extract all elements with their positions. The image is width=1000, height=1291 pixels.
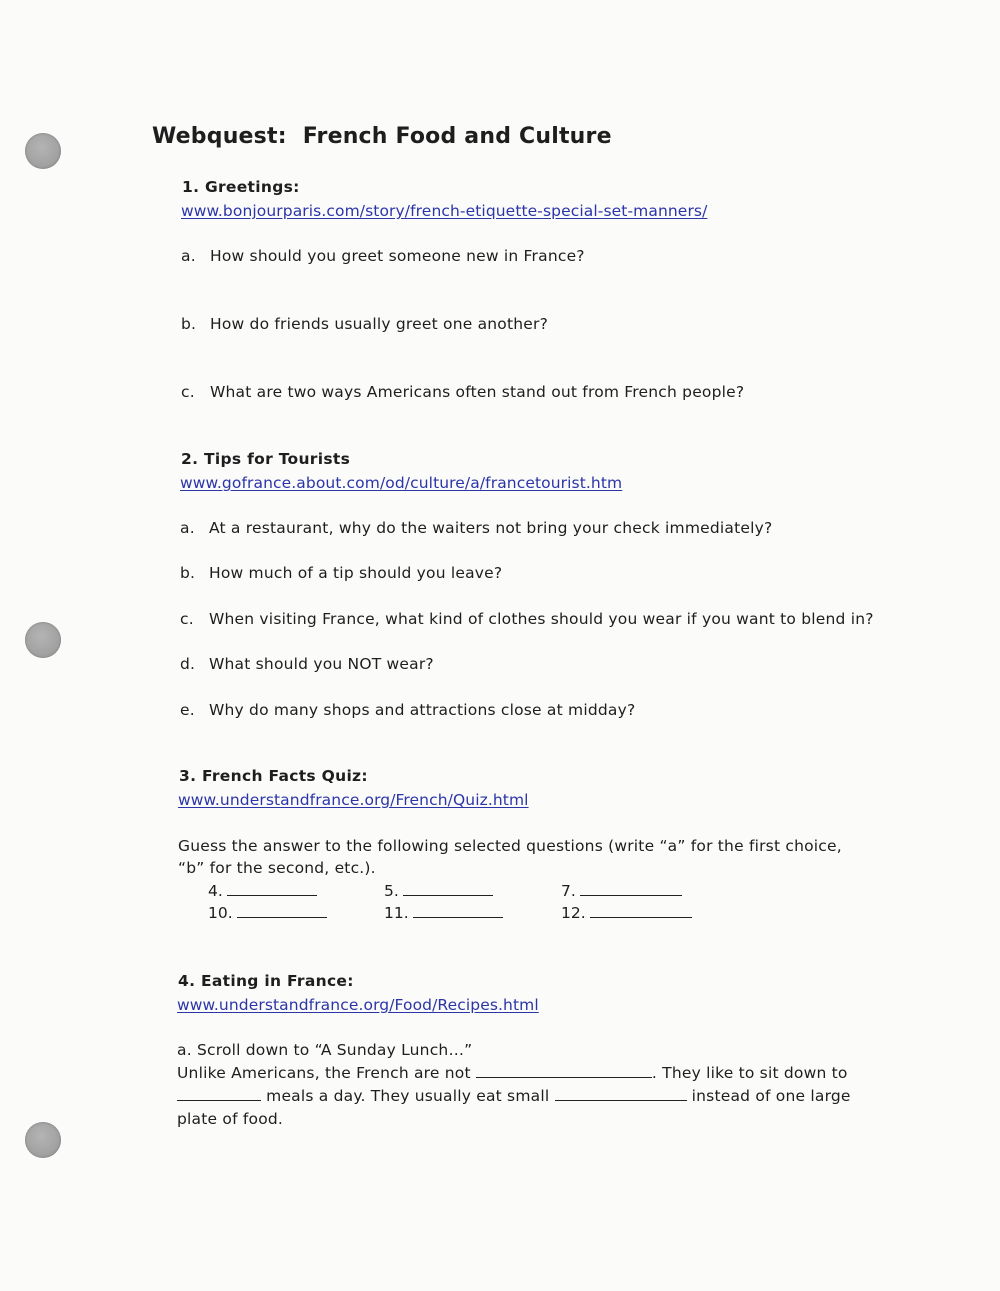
- fill-in-line-2: [177, 1085, 857, 1107]
- section-1-question-c: [181, 383, 744, 401]
- question-text: Why do many shops and attractions close at midday?: [209, 701, 636, 719]
- section-4-link[interactable]: www.understandfrance.org/Food/Recipes.html: [177, 996, 539, 1014]
- quiz-blank[interactable]: [227, 881, 317, 896]
- fill-blank-2[interactable]: [177, 1086, 261, 1101]
- question-text: At a restaurant, why do the waiters not bring your check immediately?: [209, 519, 773, 537]
- quiz-answer-10: [208, 903, 327, 922]
- section-4-heading: 4. Eating in France:: [178, 972, 354, 990]
- quiz-number: 4.: [208, 882, 223, 900]
- question-letter: a.: [181, 247, 196, 265]
- question-letter: a.: [180, 519, 195, 537]
- fill-text: Unlike Americans, the French are not: [177, 1064, 471, 1082]
- fill-blank-1[interactable]: [476, 1063, 652, 1078]
- title-topic: French Food and Culture: [302, 124, 612, 149]
- question-letter: e.: [180, 701, 195, 719]
- section-1-question-b: [181, 315, 548, 333]
- scroll-instruction: a. Scroll down to “A Sunday Lunch…”: [177, 1041, 473, 1059]
- question-letter: b.: [180, 564, 196, 582]
- question-text: How much of a tip should you leave?: [209, 564, 503, 582]
- binder-hole-middle: [25, 622, 61, 658]
- page-title: [152, 124, 612, 149]
- quiz-instructions: Guess the answer to the following selected questions (write “a” for the first choice, “b” for the second, etc.).: [178, 837, 842, 877]
- quiz-answer-11: [384, 903, 503, 922]
- section-2-question-a: [180, 519, 772, 537]
- quiz-answer-7: [561, 881, 682, 900]
- quiz-blank[interactable]: [237, 903, 327, 918]
- binder-hole-top: [25, 133, 61, 169]
- quiz-number: 7.: [561, 882, 576, 900]
- quiz-answer-4: [208, 881, 317, 900]
- question-text: How do friends usually greet one another?: [210, 315, 549, 333]
- section-2-question-c: [180, 610, 874, 628]
- fill-in-line-3: plate of food.: [177, 1110, 284, 1128]
- quiz-number: 12.: [561, 904, 586, 922]
- quiz-number: 11.: [384, 904, 409, 922]
- quiz-blank[interactable]: [590, 903, 692, 918]
- section-3-heading: 3. French Facts Quiz:: [179, 767, 368, 785]
- section-1-question-a: [181, 247, 585, 265]
- section-3-link[interactable]: www.understandfrance.org/French/Quiz.html: [178, 791, 529, 809]
- section-1-heading: 1. Greetings:: [182, 178, 300, 196]
- title-label: Webquest:: [152, 124, 287, 149]
- quiz-number: 5.: [384, 882, 399, 900]
- question-letter: b.: [181, 315, 197, 333]
- fill-text: . They like to sit down to: [651, 1064, 848, 1082]
- section-2-question-e: [180, 701, 635, 719]
- section-2-link[interactable]: www.gofrance.about.com/od/culture/a/francetourist.htm: [180, 474, 623, 492]
- quiz-number: 10.: [208, 904, 233, 922]
- question-text: When visiting France, what kind of clothes should you wear if you want to blend in?: [209, 610, 874, 628]
- binder-hole-bottom: [25, 1122, 61, 1158]
- fill-blank-3[interactable]: [555, 1086, 687, 1101]
- question-text: What are two ways Americans often stand out from French people?: [210, 383, 745, 401]
- quiz-answer-12: [561, 903, 692, 922]
- fill-text: instead of one large: [691, 1087, 851, 1105]
- question-text: How should you greet someone new in France?: [210, 247, 585, 265]
- question-text: What should you NOT wear?: [209, 655, 434, 673]
- fill-text: meals a day. They usually eat small: [266, 1087, 550, 1105]
- quiz-blank[interactable]: [403, 881, 493, 896]
- section-1-link[interactable]: www.bonjourparis.com/story/french-etiquette-special-set-manners/: [181, 202, 708, 220]
- section-2-heading: 2. Tips for Tourists: [181, 450, 351, 468]
- quiz-answer-5: [384, 881, 493, 900]
- question-letter: c.: [180, 610, 194, 628]
- question-letter: c.: [181, 383, 195, 401]
- quiz-blank[interactable]: [413, 903, 503, 918]
- section-2-question-b: [180, 564, 502, 582]
- section-2-question-d: [180, 655, 434, 673]
- fill-in-line-1: [177, 1062, 857, 1084]
- quiz-blank[interactable]: [580, 881, 682, 896]
- question-letter: d.: [180, 655, 196, 673]
